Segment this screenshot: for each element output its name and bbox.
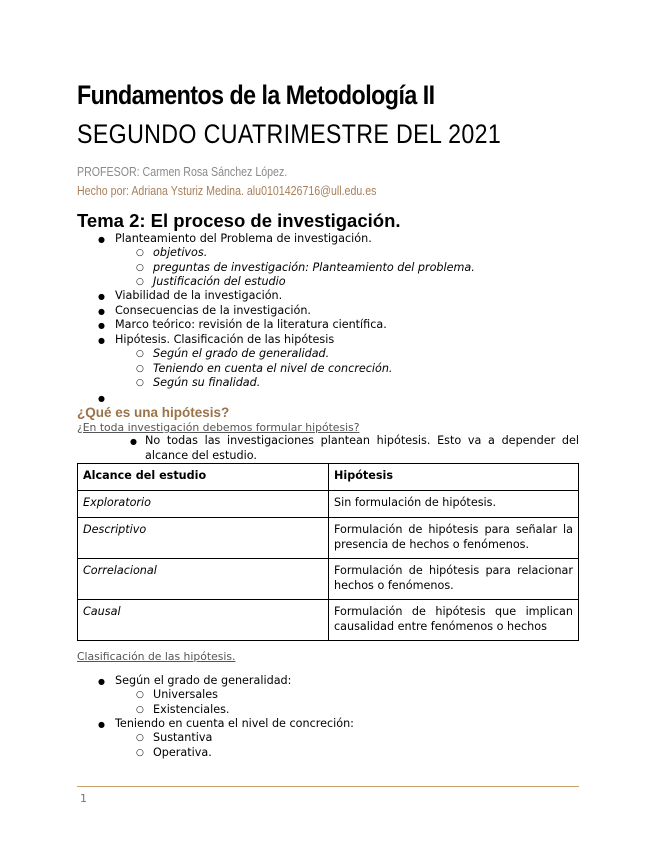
table-cell-scope: Correlacional: [78, 559, 329, 600]
classification-subitem: Universales: [153, 688, 218, 701]
topic-subitem: preguntas de investigación: Planteamiento del problema.: [153, 261, 475, 274]
topic-item: Consecuencias de la investigación.: [115, 304, 311, 317]
bullet-icon: ●: [98, 235, 105, 244]
section-title: Tema 2: El proceso de investigación.: [77, 210, 401, 231]
circle-bullet-icon: ○: [136, 349, 144, 359]
topic-subitem: Según el grado de generalidad.: [153, 347, 330, 360]
scope-hypothesis-table: [77, 463, 579, 641]
circle-bullet-icon: ○: [136, 378, 144, 388]
bullet-icon: ●: [130, 437, 137, 446]
bullet-icon: ●: [98, 720, 105, 729]
topic-subitem: Teniendo en cuenta el nivel de concreción.: [153, 362, 393, 375]
topic-item: Hipótesis. Clasificación de las hipótesis: [115, 333, 335, 346]
topic-subitem: Justificación del estudio: [153, 275, 286, 288]
circle-bullet-icon: ○: [136, 364, 144, 374]
footer-rule: [77, 786, 579, 787]
circle-bullet-icon: ○: [136, 733, 144, 743]
table-cell-scope: Descriptivo: [78, 518, 329, 559]
hypothesis-note: No todas las investigaciones plantean hipótesis. Esto va a depender del alcance del estudio.: [145, 434, 579, 462]
topic-item: Planteamiento del Problema de investigación.: [115, 232, 372, 245]
topic-item: Marco teórico: revisión de la literatura científica.: [115, 318, 387, 331]
topic-subitem: objetivos.: [153, 246, 208, 259]
circle-bullet-icon: ○: [136, 263, 144, 273]
document-title: Fundamentos de la Metodología II: [77, 80, 435, 110]
classification-link[interactable]: Clasificación de las hipótesis.: [77, 650, 236, 663]
table-cell-hypothesis: Formulación de hipótesis que implican causalidad entre fenómenos o hechos: [329, 600, 579, 641]
classification-subitem: Sustantiva: [153, 731, 213, 744]
table-cell-hypothesis: Formulación de hipótesis para relacionar hechos o fenómenos.: [329, 559, 579, 600]
table-header-cell: Hipótesis: [329, 464, 579, 491]
professor-line: PROFESOR: Carmen Rosa Sánchez López.: [77, 165, 288, 179]
table-row: [78, 518, 579, 559]
hypothesis-question-link[interactable]: ¿En toda investigación debemos formular hipótesis?: [77, 421, 360, 434]
classification-item: Teniendo en cuenta el nivel de concreción:: [115, 717, 354, 730]
page-number: 1: [80, 792, 87, 805]
classification-item: Según el grado de generalidad:: [115, 674, 292, 687]
circle-bullet-icon: ○: [136, 705, 144, 715]
hypothesis-heading: ¿Qué es una hipótesis?: [77, 405, 230, 420]
topic-item: Viabilidad de la investigación.: [115, 289, 283, 302]
table-header-row: [78, 464, 579, 491]
bullet-icon: ●: [98, 292, 105, 301]
classification-subitem: Operativa.: [153, 746, 212, 759]
bullet-icon: ●: [98, 307, 105, 316]
document-subtitle: SEGUNDO CUATRIMESTRE DEL 2021: [77, 119, 502, 149]
bullet-icon: ●: [98, 321, 105, 330]
table-cell-hypothesis: Sin formulación de hipótesis.: [329, 491, 579, 518]
author-line: Hecho por: Adriana Ysturiz Medina. alu0101426716@ull.edu.es: [77, 184, 377, 198]
table-cell-scope: Causal: [78, 600, 329, 641]
table-row: [78, 491, 579, 518]
circle-bullet-icon: ○: [136, 748, 144, 758]
table-row: [78, 600, 579, 641]
topic-subitem: Según su finalidad.: [153, 376, 261, 389]
table-header-cell: Alcance del estudio: [78, 464, 329, 491]
empty-bullet-icon: ●: [98, 394, 105, 403]
table-cell-hypothesis: Formulación de hipótesis para señalar la presencia de hechos o fenómenos.: [329, 518, 579, 559]
circle-bullet-icon: ○: [136, 277, 144, 287]
circle-bullet-icon: ○: [136, 690, 144, 700]
classification-subitem: Existenciales.: [153, 703, 230, 716]
bullet-icon: ●: [98, 677, 105, 686]
table-cell-scope: Exploratorio: [78, 491, 329, 518]
bullet-icon: ●: [98, 336, 105, 345]
table-row: [78, 559, 579, 600]
circle-bullet-icon: ○: [136, 248, 144, 258]
